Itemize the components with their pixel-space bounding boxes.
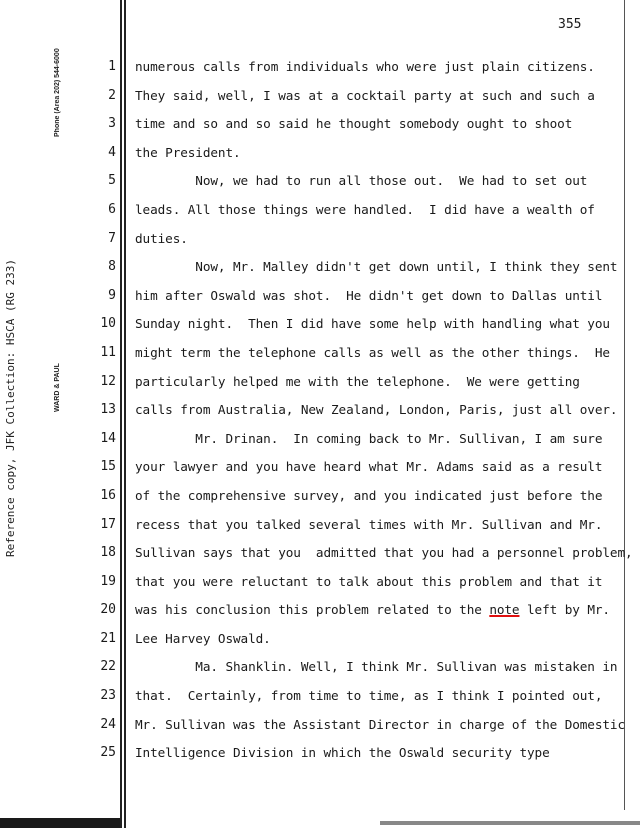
transcript-line: him after Oswald was shot. He didn't get down to Dallas until (135, 287, 603, 303)
transcript-line: Mr. Drinan. In coming back to Mr. Sullivan, I am sure (135, 430, 603, 446)
line-number: 18 (100, 545, 116, 561)
line-number: 25 (100, 745, 116, 761)
transcript-line: duties. (135, 230, 188, 246)
transcript-line: might term the telephone calls as well as the other things. He (135, 344, 610, 360)
line-number: 11 (100, 344, 116, 360)
transcript-line: Sunday night. Then I did have some help with handling what you (135, 316, 610, 332)
transcript-line-tail: left by Mr. (519, 602, 610, 618)
transcript-line: Intelligence Division in which the Oswald security type (135, 745, 550, 761)
transcript-line: of the comprehensive survey, and you indicated just before the (135, 487, 603, 503)
line-number: 21 (100, 630, 116, 646)
scan-edge-left (0, 818, 120, 828)
line-number: 9 (108, 287, 116, 303)
margin-rule-outer (120, 0, 122, 828)
reporter-margin-note: WARD & PAUL (54, 363, 61, 413)
reference-margin-note: Reference copy, JFK Collection: HSCA (RG 233) (4, 259, 17, 558)
line-number: 17 (100, 516, 116, 532)
transcript-line: Now, we had to run all those out. We had to set out (135, 173, 588, 189)
transcript-line: the President. (135, 144, 241, 160)
line-number: 1 (108, 59, 116, 74)
transcript-line: particularly helped me with the telephone. We were getting (135, 373, 580, 389)
line-number: 22 (100, 659, 116, 675)
line-number: 7 (108, 230, 116, 246)
transcript-line: Lee Harvey Oswald. (135, 630, 271, 646)
line-number: 12 (100, 373, 116, 389)
line-number: 20 (100, 602, 116, 618)
transcript-line-with-underline (135, 596, 635, 625)
transcript-line: They said, well, I was at a cocktail party at such and such a (135, 87, 595, 103)
transcript-line: that you were reluctant to talk about this problem and that it (135, 573, 603, 589)
line-number: 19 (100, 573, 116, 589)
transcript-line: Now, Mr. Malley didn't get down until, I think they sent (135, 259, 618, 275)
transcript-line: your lawyer and you have heard what Mr. Adams said as a result (135, 459, 603, 475)
transcript-line: recess that you talked several times with Mr. Sullivan and Mr. (135, 516, 603, 532)
transcript-line: Sullivan says that you admitted that you had a personnel problem, (135, 545, 633, 561)
underlined-word: note (489, 602, 520, 618)
transcript-line-head: was his conclusion this problem related to the (135, 602, 490, 618)
line-number: 24 (100, 716, 116, 732)
transcript-line: time and so and so said he thought somebody ought to shoot (135, 116, 573, 132)
phone-margin-note: Phone (Area 202) 544-6000 (54, 48, 61, 138)
transcript-line: numerous calls from individuals who were just plain citizens. (135, 59, 595, 74)
line-numbers (90, 53, 116, 768)
page-number: 355 (558, 17, 582, 32)
line-number: 14 (100, 430, 116, 446)
scan-edge-right (380, 821, 640, 825)
line-number: 13 (100, 402, 116, 418)
transcript-line: Ma. Shanklin. Well, I think Mr. Sullivan was mistaken in (135, 659, 618, 675)
line-number: 10 (100, 316, 116, 332)
line-number: 3 (108, 116, 116, 132)
transcript-line: calls from Australia, New Zealand, London, Paris, just all over. (135, 402, 618, 418)
transcript-line: that. Certainly, from time to time, as I think I pointed out, (135, 688, 603, 704)
line-number: 15 (100, 459, 116, 475)
line-number: 8 (108, 259, 116, 275)
transcript-line: Mr. Sullivan was the Assistant Director in charge of the Domestic (135, 716, 626, 732)
line-number: 23 (100, 688, 116, 704)
line-number: 6 (108, 201, 116, 217)
line-number: 16 (100, 487, 116, 503)
line-number: 5 (108, 173, 116, 189)
transcript-line: leads. All those things were handled. I did have a wealth of (135, 201, 595, 217)
margin-rule-inner (124, 0, 126, 828)
transcript-body (135, 53, 635, 768)
line-number: 4 (108, 144, 116, 160)
line-number: 2 (108, 87, 116, 103)
